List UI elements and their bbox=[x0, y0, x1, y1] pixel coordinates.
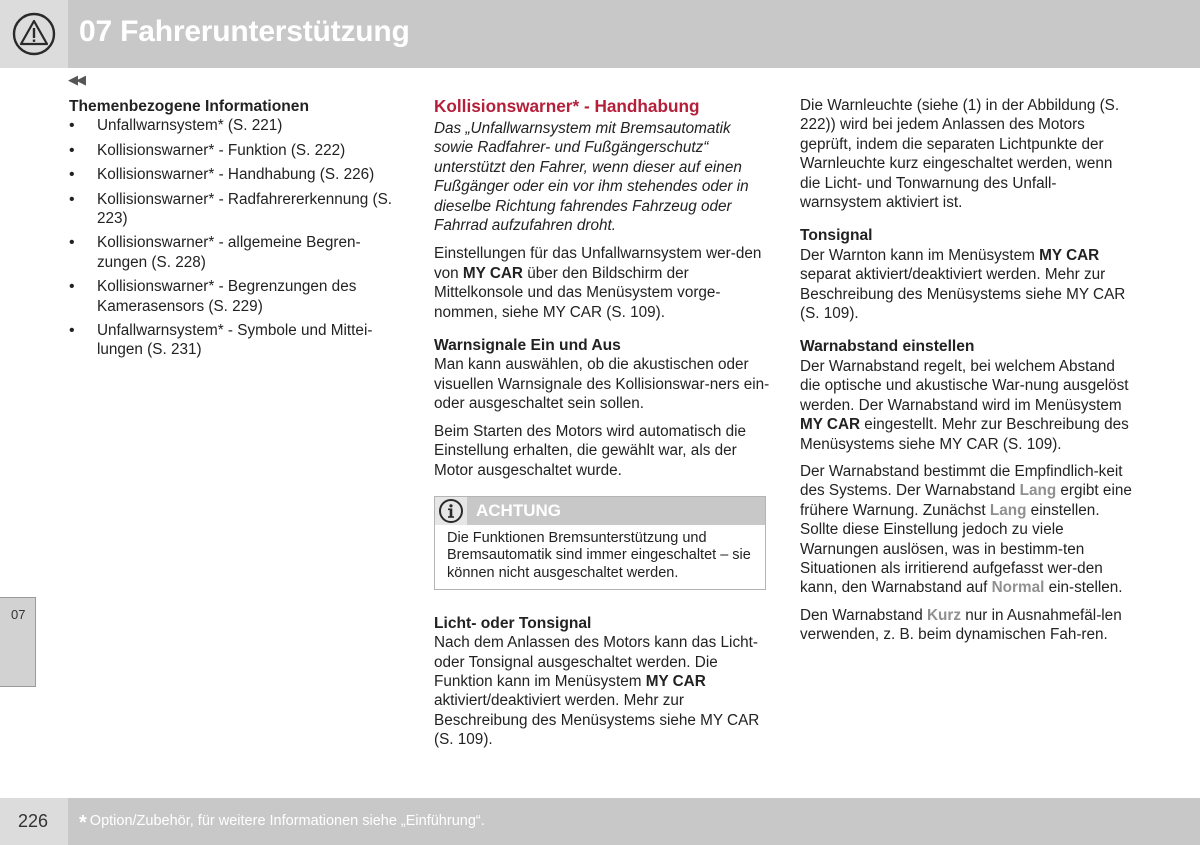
page-footer bbox=[0, 798, 1200, 845]
footnote bbox=[79, 812, 485, 835]
settings-column bbox=[800, 96, 1135, 653]
header-icon-box bbox=[0, 0, 68, 68]
chapter-title: 07 Fahrerunterstützung bbox=[79, 15, 410, 48]
related-topic-link[interactable]: • Kollisionswarner* - Funktion (S. 222) bbox=[69, 141, 399, 160]
related-topic-link[interactable]: • Unfallwarnsystem* (S. 221) bbox=[69, 116, 399, 135]
related-topics-heading: Themenbezogene Informationen bbox=[69, 98, 309, 115]
my-car-term: MY CAR bbox=[645, 673, 706, 691]
warning-lamp-paragraph: Die Warnleuchte (siehe (1) in der Abbildung (S. 222)) wird bei jedem Anlassen des Motors geprüft, indem die separaten Lichtpunkte der Warnleuchte kurz eingeschaltet werden, wenn die Licht- und Tonwarnung des Unfall-warnsystem aktiviert ist. bbox=[800, 97, 1120, 212]
related-topics-list bbox=[69, 116, 399, 359]
handling-column bbox=[434, 96, 770, 758]
chapter-tab[interactable] bbox=[0, 597, 36, 687]
caution-box bbox=[434, 496, 766, 590]
intro-paragraph: Das „Unfallwarnsystem mit Bremsautomatik sowie Radfahrer- und Fußgängerschutz“ unterstützt den Fahrer, wenn dieser auf einen Fußgänger oder ein vor ihm stehendes oder in dieselbe Richtung fahrendes Fahrzeug oder Fahrrad aufzufahren droht. bbox=[434, 120, 749, 235]
my-car-term: MY CAR bbox=[800, 416, 861, 434]
warning-distance-heading: Warnabstand einstellen bbox=[800, 338, 975, 356]
related-topics-column bbox=[69, 97, 399, 365]
related-topic-link[interactable]: • Unfallwarnsystem* - Symbole und Mittei-lungen (S. 231) bbox=[69, 321, 399, 360]
section-title: Kollisionswarner* - Handhabung bbox=[434, 96, 700, 116]
my-car-term: MY CAR bbox=[1039, 246, 1100, 264]
warning-distance-paragraph: Der Warnabstand regelt, bei welchem Abstand die optische und akustische War-nung ausgelöst werden. Der Warnabstand wird im Menüsystem MY CAR eingestellt. Mehr zur Beschreibung des Menüsystems siehe MY CAR (S. 109). bbox=[800, 357, 1129, 453]
previous-page-icon[interactable]: ◀◀ bbox=[68, 72, 84, 87]
warning-signals-paragraph: Man kann auswählen, ob die akustischen oder visuellen Warnsignale des Kollisionswar-ners ein- oder ausgeschaltet sein sollen. bbox=[434, 356, 770, 413]
footnote-star: * bbox=[79, 812, 87, 834]
caution-text: Die Funktionen Bremsunterstützung und Bremsautomatik sind immer eingeschaltet – sie können nicht ausgeschaltet werden. bbox=[447, 529, 751, 581]
light-sound-heading: Licht- oder Tonsignal bbox=[434, 614, 592, 632]
caution-header bbox=[435, 497, 765, 525]
related-topic-link[interactable]: • Kollisionswarner* - Begrenzungen des Kamerasensors (S. 229) bbox=[69, 277, 399, 316]
chapter-header bbox=[0, 0, 1200, 68]
setting-value-normal: Normal bbox=[991, 579, 1045, 597]
setting-value-lang: Lang bbox=[989, 501, 1027, 519]
warning-triangle-icon bbox=[12, 12, 56, 56]
warning-signals-heading: Warnsignale Ein und Aus bbox=[434, 337, 621, 355]
footnote-text: Option/Zubehör, für weitere Informationen siehe „Einführung“. bbox=[89, 813, 485, 829]
info-icon bbox=[438, 498, 464, 524]
page-number: 226 bbox=[18, 811, 49, 831]
related-topic-link[interactable]: • Kollisionswarner* - Handhabung (S. 226) bbox=[69, 165, 399, 184]
engine-start-paragraph: Beim Starten des Motors wird automatisch die Einstellung erhalten, die gewählt war, als der Motor ausgeschaltet wurde. bbox=[434, 422, 747, 479]
light-sound-paragraph: Nach dem Anlassen des Motors kann das Licht- oder Tonsignal ausgeschaltet werden. Die Funktion kann im Menüsystem MY CAR aktiviert/deaktiviert werden. Mehr zur Beschreibung des Menüsystems siehe MY CAR (S. 109). bbox=[434, 634, 760, 749]
chapter-tab-label: 07 bbox=[11, 607, 26, 622]
setting-value-lang: Lang bbox=[1019, 482, 1057, 500]
tone-signal-heading: Tonsignal bbox=[800, 227, 873, 245]
related-topic-link[interactable]: • Kollisionswarner* - allgemeine Begren-zungen (S. 228) bbox=[69, 233, 399, 272]
related-topic-link[interactable]: • Kollisionswarner* - Radfahrererkennung (S. 223) bbox=[69, 190, 399, 229]
short-distance-paragraph: Den Warnabstand Kurz nur in Ausnahmefäl-len verwenden, z. B. beim dynamischen Fah-ren. bbox=[800, 606, 1122, 644]
sensitivity-paragraph: Der Warnabstand bestimmt die Empfindlich-keit des Systems. Der Warnabstand Lang ergibt eine frühere Warnung. Zunächst Lang einstellen. Sollte diese Einstellung jedoch zu viele Warnungen auslösen, was in bestimm-ten Situationen als irritierend aufgefasst wer-den kann, den Warnabstand auf Normal ein-stellen. bbox=[800, 462, 1132, 597]
settings-paragraph: Einstellungen für das Unfallwarnsystem wer-den von MY CAR über den Bildschirm der Mittelkonsole und das Menüsystem vorge-nommen, siehe MY CAR (S. 109). bbox=[434, 245, 762, 321]
tone-signal-paragraph: Der Warnton kann im Menüsystem MY CAR separat aktiviert/deaktiviert werden. Mehr zur Beschreibung des Menüsystems siehe MY CAR (S. 109). bbox=[800, 246, 1126, 323]
setting-value-kurz: Kurz bbox=[926, 606, 961, 624]
my-car-term: MY CAR bbox=[462, 264, 523, 282]
caution-title: ACHTUNG bbox=[476, 500, 561, 520]
